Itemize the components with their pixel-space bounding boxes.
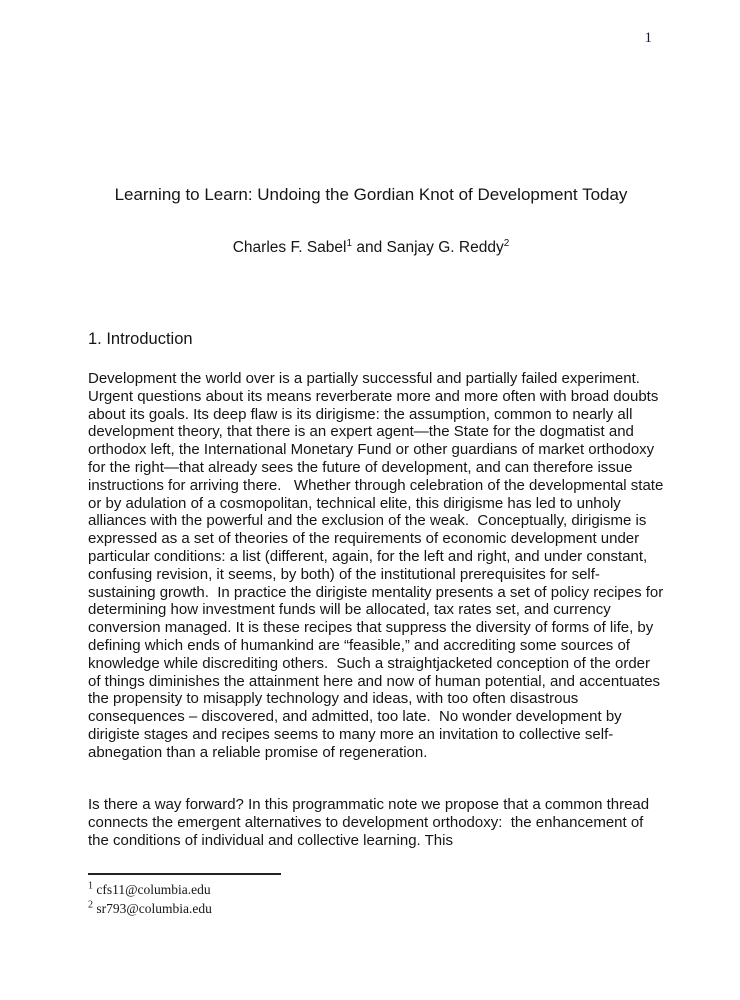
footnote-1 (88, 882, 211, 898)
footnote-1-email: cfs11@columbia.edu (96, 882, 211, 897)
footnote-2 (88, 901, 212, 917)
author-2-footnote-ref: 2 (503, 237, 510, 249)
intro-paragraph-2: Is there a way forward? In this programmatic note we propose that a common thread connects the emergent alternatives to development orthodoxy: the enhancement of the conditions of individual and collective learning. This (88, 796, 654, 849)
author-1-name: Charles F. Sabel (232, 239, 347, 256)
page-number: 1 (644, 30, 652, 46)
intro-paragraph-1: Development the world over is a partially successful and partially failed experiment. Urgent questions about its means reverberate more and more often with broad doubts about its goals. Its deep flaw is its dirigisme: the assumption, common to nearly all development theory, that there is an expert agent—the State for the dogmatist and orthodox left, the International Monetary Fund or other guardians of market orthodoxy for the right—that already sees the future of development, and can therefore issue instructions for arriving there. Whether through celebration of the developmental state or by adulation of a cosmopolitan, technical elite, this dirigisme has led to unholy alliances with the powerful and the exclusion of the weak. Conceptually, dirigisme is expressed as a set of theories of the requirements of economic development under particular conditions: a list (different, again, for the left and right, and under constant, confusing revision, it seems, by both) of the institutional prerequisites for self-sustaining growth. In practice the dirigiste mentality presents a set of policy recipes for determining how investment funds will be allocated, tax rates set, and currency conversion managed. It is these recipes that suppress the diversity of forms of life, by defining which ends of humankind are “feasible,” and accrediting some sources of knowledge while discrediting others. Such a straightjacketed conception of the order of things diminishes the attainment here and now of human potential, and accentuates the propensity to misapply technology and ideas, with too often disastrous consequences – discovered, and admitted, too late. No wonder development by dirigiste stages and recipes seems to many more an invitation to collective self-abnegation than a reliable promise of regeneration. (88, 370, 668, 761)
authors-line (81, 239, 661, 257)
authors-connector: and (352, 239, 387, 256)
footnote-2-marker: 2 (88, 899, 93, 911)
author-2-name: Sanjay G. Reddy (386, 239, 504, 256)
paper-title: Learning to Learn: Undoing the Gordian Knot of Development Today (114, 185, 628, 204)
author-1-footnote-ref: 1 (346, 237, 353, 249)
footnote-2-email: sr793@columbia.edu (96, 901, 212, 916)
section-heading-introduction: 1. Introduction (88, 330, 193, 348)
footnote-1-marker: 1 (88, 880, 93, 892)
footnote-separator-rule (88, 873, 281, 875)
